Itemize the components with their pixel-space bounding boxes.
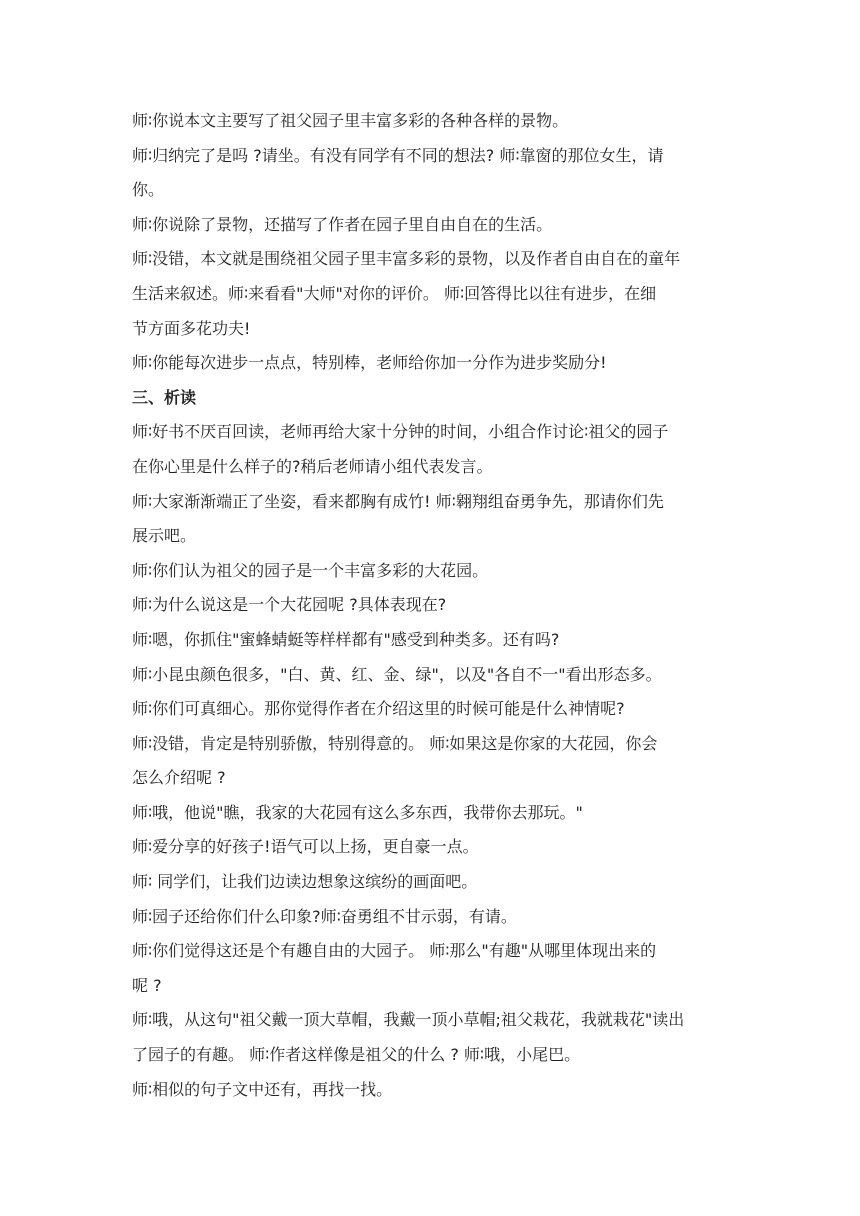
document-page [132, 104, 732, 1107]
text-line: 师∶爱分享的好孩子!语气可以上扬，更自豪一点。 [132, 837, 479, 857]
text-line: 师∶没错，本文就是围绕祖父园子里丰富多彩的景物，以及作者自由自在的童年 [132, 249, 681, 269]
text-line: 在你心里是什么样子的?稍后老师请小组代表发言。 [132, 456, 493, 476]
text-line: 师∶你们可真细心。那你觉得作者在介绍这里的时候可能是什么神情呢? [132, 699, 625, 719]
text-line: 师∶相似的句子文中还有，再找一找。 [132, 1079, 393, 1099]
section-heading: 三、析读 [132, 387, 197, 407]
text-line: 师∶小昆虫颜色很多，"白、黄、红、金、绿"，以及"各自不一"看出形态多。 [132, 664, 662, 684]
text-line: 师∶嗯，你抓住"蜜蜂蜻蜓等样样都有"感受到种类多。还有吗? [132, 629, 560, 649]
text-line: 师∶大家渐渐端正了坐姿，看来都胸有成竹! 师∶翱翔组奋勇争先，那请你们先 [132, 491, 664, 511]
text-line: 师∶好书不厌百回读，老师再给大家十分钟的时间，小组合作讨论∶祖父的园子 [132, 422, 669, 442]
text-line: 呢 ? [132, 975, 162, 995]
text-line: 师∶归纳完了是吗 ?请坐。有没有同学有不同的想法? 师∶靠窗的那位女生，请 [132, 145, 664, 165]
text-line: 师∶ 同学们，让我们边读边想象这缤纷的画面吧。 [132, 872, 478, 892]
text-line: 师∶哦，他说"瞧，我家的大花园有这么多东西，我带你去那玩。" [132, 802, 583, 822]
text-line: 师∶你们觉得这还是个有趣自由的大园子。 师∶那么"有趣"从哪里体现出来的 [132, 941, 657, 961]
text-line: 师∶你们认为祖父的园子是一个丰富多彩的大花园。 [132, 560, 489, 580]
text-line: 师∶哦，从这句"祖父戴一顶大草帽，我戴一顶小草帽;祖父栽花，我就栽花"读出 [132, 1010, 685, 1030]
text-line: 师∶你说除了景物，还描写了作者在园子里自由自在的生活。 [132, 214, 553, 234]
text-line: 你。 [132, 180, 165, 200]
text-line: 节方面多花功夫! [132, 318, 251, 338]
text-line: 师∶为什么说这是一个大花园呢 ?具体表现在? [132, 595, 447, 615]
text-line: 师∶园子还给你们什么印象?师∶奋勇组不甘示弱，有请。 [132, 906, 517, 926]
text-line: 生活来叙述。师∶来看看"大师"对你的评价。 师∶回答得比以往有进步，在细 [132, 283, 657, 303]
text-line: 师∶你说本文主要写了祖父园子里丰富多彩的各种各样的景物。 [132, 111, 569, 130]
text-line: 师∶你能每次进步一点点，特别棒，老师给你加一分作为进步奖励分! [132, 353, 607, 373]
text-line: 了园子的有趣。 师∶作者这样像是祖父的什么 ? 师∶哦，小尾巴。 [132, 1045, 581, 1065]
text-line: 怎么介绍呢 ? [132, 768, 226, 788]
text-line: 展示吧。 [132, 526, 197, 546]
text-line: 师∶没错，肯定是特别骄傲，特别得意的。 师∶如果这是你家的大花园，你会 [132, 733, 658, 753]
